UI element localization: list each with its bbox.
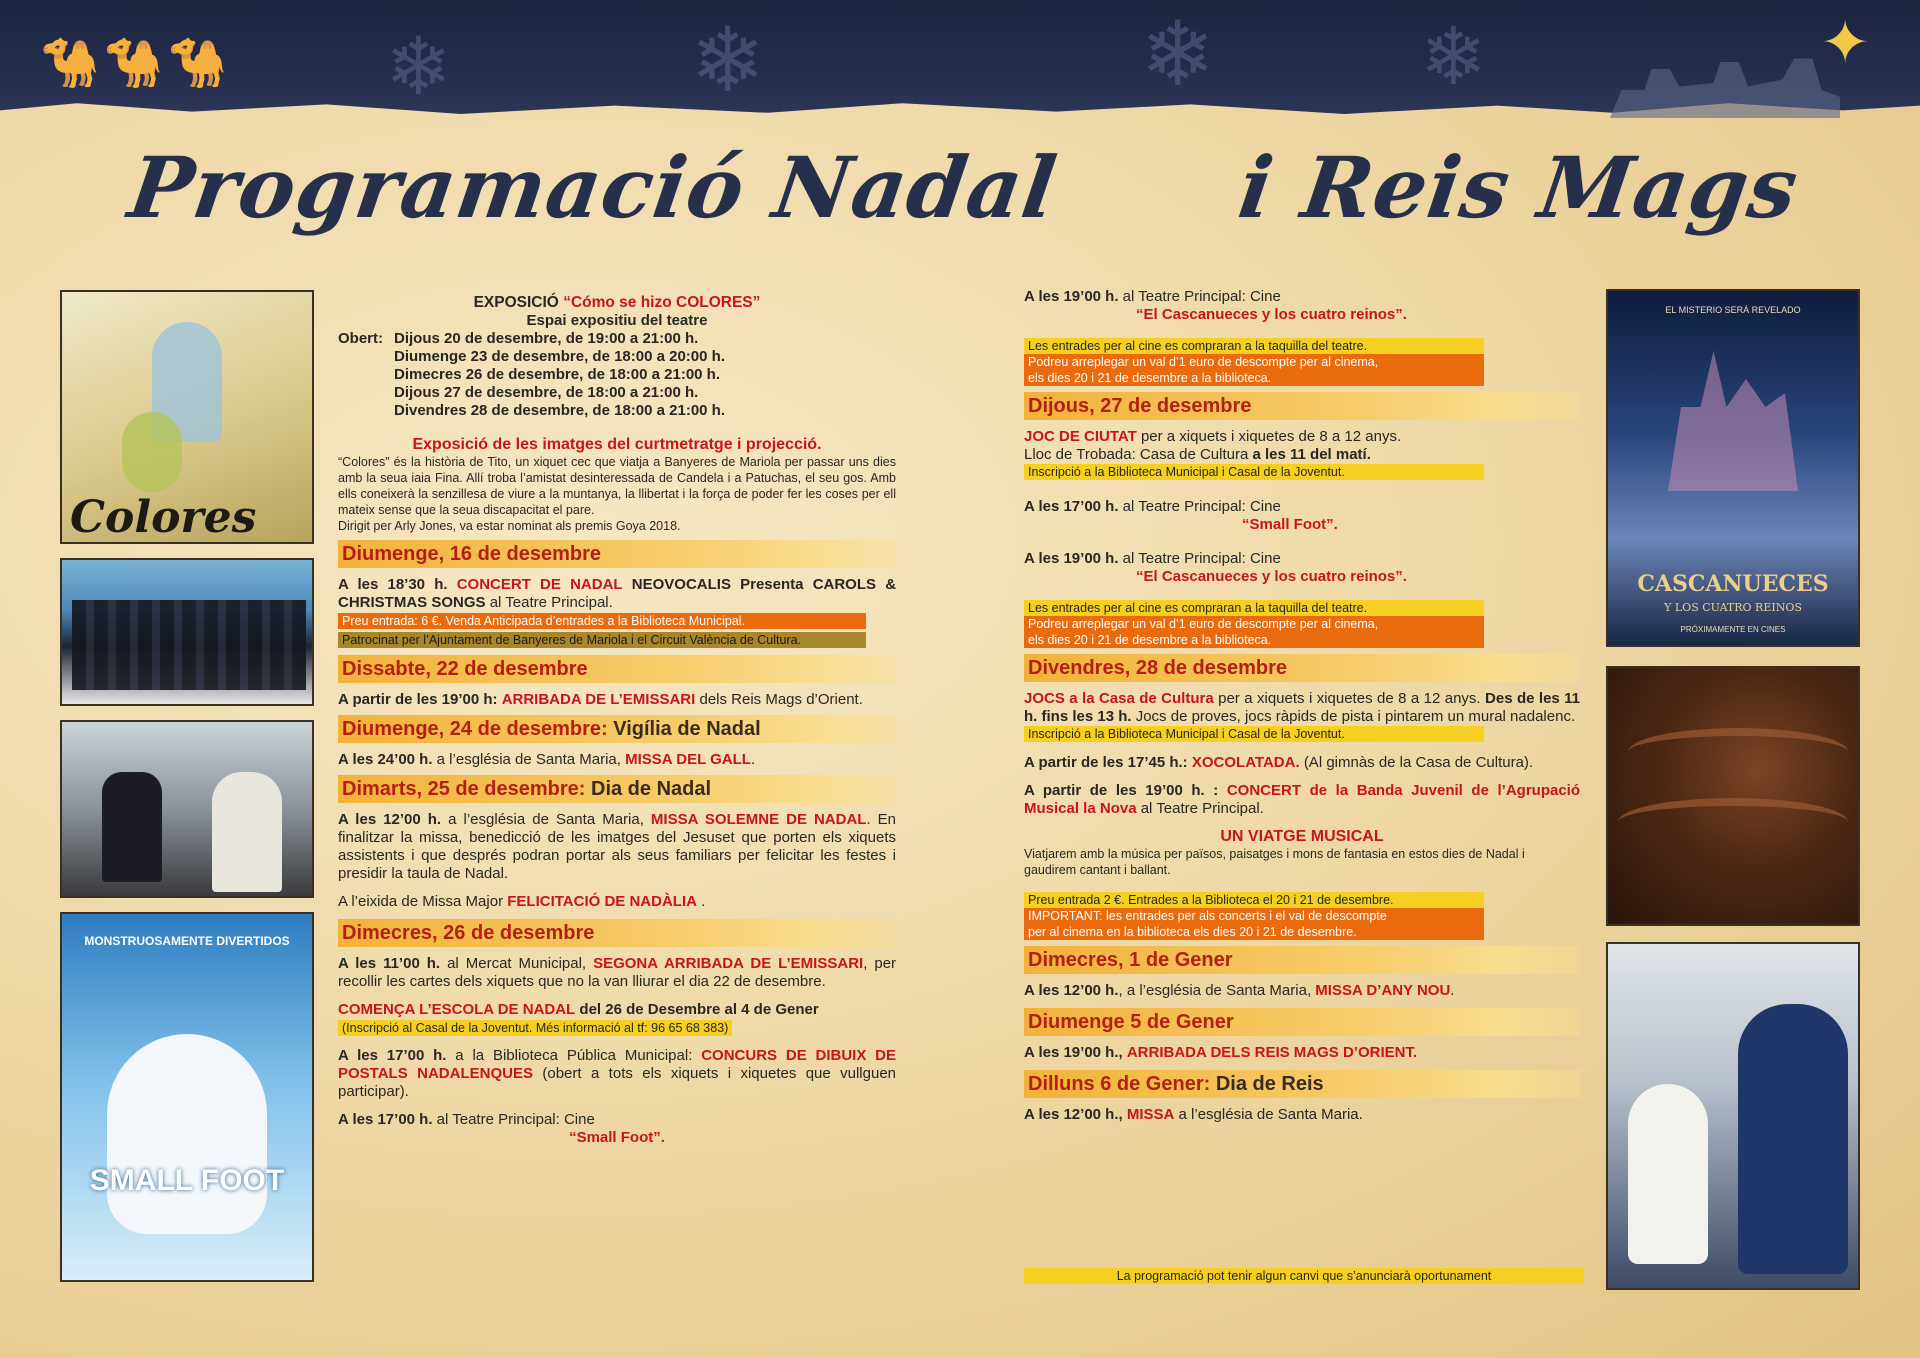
left-column (338, 294, 896, 1147)
emissari-photo (60, 720, 314, 898)
colores-poster (60, 290, 314, 544)
cascanueces-poster (1606, 289, 1860, 647)
expo-date: Dijous 20 de desembre, de 19:00 a 21:00 h. (394, 330, 699, 347)
d28-note-2: Preu entrada 2 €. Entrades a la Biblioteca el 20 i 21 de desembre. (1024, 892, 1484, 908)
d22-time: A partir de les 19’00 h: (338, 691, 498, 708)
expo-date: Dijous 27 de desembre, de 18:00 a 21:00 h. (394, 384, 699, 401)
top-film: “El Cascanueces y los cuatro reinos”. (1136, 306, 1407, 323)
d27-event: JOC DE CIUTAT (1024, 428, 1137, 445)
camel-icon: 🐪🐪🐪 (40, 35, 232, 91)
cascanueces-footer: PRÓXIMAMENTE EN CINES (1680, 625, 1786, 634)
expo-place: Espai expositiu del teatre (526, 312, 708, 329)
cascanueces-title: CASCANUECES (1637, 571, 1829, 597)
d28-desc-2: Jocs de proves, jocs ràpids de pista i pintarem un mural nadalenc. (1135, 708, 1576, 725)
d27-desc: per a xiquets i xiquetes de 8 a 12 anys. (1140, 428, 1402, 445)
d22-desc: dels Reis Mags d’Orient. (699, 691, 863, 708)
d25-heading: Dimarts, 25 de desembre: (342, 778, 586, 800)
heading-diumenge-24 (338, 715, 896, 743)
cascanueces-tagline: EL MISTERIO SERÁ REVELADO (1665, 305, 1801, 315)
d28-note-3: IMPORTANT: les entrades per als concerts i el val de descompte (1024, 908, 1484, 924)
d26-film: “Small Foot”. (569, 1129, 665, 1146)
top-note-1: Les entrades per al cine es compraran a la taquilla del teatre. (1024, 338, 1484, 354)
d26-place: al Mercat Municipal, (447, 955, 587, 972)
d26-place-3: al Teatre Principal: Cine (436, 1111, 595, 1128)
top-time: A les 19’00 h. (1024, 288, 1119, 305)
nativity-photo (1606, 942, 1860, 1290)
g6-event: MISSA (1126, 1106, 1175, 1123)
snowflake-icon: ❄ (1420, 10, 1488, 103)
snowflake-icon: ❄ (385, 20, 453, 113)
d27-meeting-time: a les 11 del matí. (1252, 446, 1371, 463)
d27-film-1: “Small Foot”. (1242, 516, 1338, 533)
d22-event: ARRIBADA DE L’EMISSARI (501, 691, 696, 708)
d28-event-3: CONCERT de la Banda Juvenil de l’Agrupació Musical la Nova (1024, 782, 1580, 817)
g6-place: a l’església de Santa Maria. (1178, 1106, 1363, 1123)
d28-subtitle: UN VIATGE MUSICAL (1220, 828, 1384, 845)
d26-desc: , per recollir les cartes dels xiquets que no la van lliurar el dia 22 de desembre. (338, 955, 897, 990)
d16-price-note: Preu entrada: 6 €. Venda Anticipada d’entrades a la Biblioteca Municipal. (338, 613, 866, 629)
expo-name: “Cómo se hizo COLORES” (563, 294, 761, 311)
d26-time: A les 11’00 h. (338, 955, 441, 972)
d27-film-2: “El Cascanueces y los cuatro reinos”. (1136, 568, 1407, 585)
d25-heading-highlight: Dia de Nadal (591, 778, 712, 800)
d16-title: CAROLS & CHRISTMAS SONGS (338, 576, 897, 611)
d28-event: JOCS a la Casa de Cultura (1024, 690, 1214, 707)
d25-period: . (701, 893, 706, 910)
g6-heading-highlight: Dia de Reis (1215, 1073, 1324, 1095)
smallfoot-tagline: MONSTRUOSAMENTE DIVERTIDOS (84, 934, 290, 948)
title-left: Programació Nadal (123, 138, 1063, 237)
d27-time-2: A les 17’00 h. (1024, 498, 1119, 515)
d26-event: SEGONA ARRIBADA DE L’EMISSARI (593, 955, 864, 972)
snowflake-icon: ❄ (690, 8, 766, 113)
snowflake-icon: ❄ (1140, 2, 1216, 107)
d27-place-3: al Teatre Principal: Cine (1122, 550, 1281, 567)
d26-event-2: COMENÇA L’ESCOLA DE NADAL (338, 1001, 576, 1018)
footer-note: La programació pot tenir algun canvi que s’anunciarà oportunament (1024, 1268, 1584, 1284)
d27-note-2: Les entrades per al cine es compraran a la taquilla del teatre. (1024, 600, 1484, 616)
expo-date: Divendres 28 de desembre, de 18:00 a 21:00 h. (394, 402, 726, 419)
d16-place: al Teatre Principal. (489, 594, 613, 611)
top-note-2: Podreu arreplegar un val d’1 euro de descompte per al cinema, (1024, 354, 1484, 370)
d26-note: (Inscripció al Casal de la Joventut. Més informació al tf: 96 65 68 383) (338, 1020, 732, 1036)
d26-dates: del 26 de Desembre al 4 de Gener (579, 1001, 819, 1018)
g6-heading: Dilluns 6 de Gener: (1028, 1073, 1211, 1095)
g1-period: . (1450, 982, 1455, 999)
g5-time: A les 19’00 h., (1024, 1044, 1123, 1061)
d28-note-4: per al cinema en la biblioteca els dies 20 i 21 de desembre. (1024, 924, 1484, 940)
smallfoot-poster (60, 912, 314, 1282)
smallfoot-title: SMALL FOOT (89, 1164, 285, 1197)
heading-dissabte-22: Dissabte, 22 de desembre (338, 655, 896, 683)
star-icon: ✦ (1820, 8, 1871, 78)
expo-director: Dirigit per Arly Jones, va estar nominat als premis Goya 2018. (338, 519, 681, 533)
cascanueces-subtitle: Y LOS CUATRO REINOS (1664, 601, 1802, 614)
title-right: i Reis Mags (1233, 138, 1805, 237)
d27-meeting: Lloc de Trobada: Casa de Cultura (1024, 446, 1249, 463)
heading-diumenge-5: Diumenge 5 de Gener (1024, 1008, 1580, 1036)
heading-dimarts-25 (338, 775, 896, 803)
top-note-3: els dies 20 i 21 de desembre a la biblioteca. (1024, 370, 1484, 386)
g1-event: MISSA D’ANY NOU (1315, 982, 1451, 999)
d28-place-2: (Al gimnàs de la Casa de Cultura). (1303, 754, 1534, 771)
heading-dijous-27: Dijous, 27 de desembre (1024, 392, 1580, 420)
d25-after: A l’eixida de Missa Major (338, 893, 504, 910)
choir-photo (60, 558, 314, 706)
d25-desc: . En finalitzar la missa, benedicció de les imatges del Jesuset que porten els xiquets assistents i que després podran portar als seus familiars per felicitar les festes i presidir la taula de Nadal. (338, 811, 897, 882)
top-place: al Teatre Principal: Cine (1122, 288, 1281, 305)
colores-caption: Colores (70, 492, 257, 543)
d26-desc-2: (obert a tots els xiquets i xiquetes que vullguen participar). (338, 1065, 897, 1100)
expo-description: “Colores” és la història de Tito, un xiquet cec que viatja a Banyeres de Mariola per passar uns dies amb la seua iaia Fina. Allí troba l’amistat desinteressada de Candela i a Patuchas, el seu gos. Amb ells coneixerà la senzillesa de viure a la muntanya, la llibertat i la força de poder fer les coses per ell mateix sense que la seua discapacitat el pare. (338, 455, 896, 517)
d24-event: MISSA DEL GALL (625, 751, 751, 768)
d28-time-3: A partir de les 19’00 h. : (1024, 782, 1219, 799)
d28-time-2: A partir de les 17’45 h.: (1024, 754, 1188, 771)
d28-event-2: XOCOLATADA. (1191, 754, 1300, 771)
d26-place-2: a la Biblioteca Pública Municipal: (455, 1047, 693, 1064)
g1-time: A les 12’00 h. (1024, 982, 1119, 999)
d28-hours: Des de les 11 h. fins les 13 h. (1024, 690, 1581, 725)
d16-time: A les 18’30 h. (338, 576, 448, 593)
right-column (1024, 288, 1580, 1124)
expo-label: EXPOSICIÓ (473, 294, 559, 311)
d25-place: a l’església de Santa Maria, (448, 811, 644, 828)
g6-time: A les 12’00 h., (1024, 1106, 1123, 1123)
d16-event: CONCERT DE NADAL (456, 576, 623, 593)
d24-place: a l’església de Santa Maria, (436, 751, 621, 768)
d16-presenter: NEOVOCALIS Presenta (631, 576, 804, 593)
d16-sponsor-note: Patrocinat per l’Ajuntament de Banyeres de Mariola i el Circuit València de Cultura. (338, 632, 866, 648)
d28-note: Inscripció a la Biblioteca Municipal i Casal de la Joventut. (1024, 726, 1484, 742)
heading-dimecres-26: Dimecres, 26 de desembre (338, 919, 896, 947)
chocolate-photo (1606, 666, 1860, 926)
d25-event: MISSA SOLEMNE DE NADAL (650, 811, 867, 828)
d25-event-2: FELICITACIÓ DE NADÀLIA (507, 893, 697, 910)
d24-period: . (750, 751, 756, 768)
g5-event: ARRIBADA DELS REIS MAGS D’ORIENT. (1126, 1044, 1418, 1061)
heading-dimecres-1: Dimecres, 1 de Gener (1024, 946, 1580, 974)
d24-time: A les 24’00 h. (338, 751, 433, 768)
d27-note: Inscripció a la Biblioteca Municipal i Casal de la Joventut. (1024, 464, 1484, 480)
heading-dilluns-6 (1024, 1070, 1580, 1098)
d28-desc: per a xiquets i xiquetes de 8 a 12 anys. (1218, 690, 1481, 707)
d27-note-3: Podreu arreplegar un val d’1 euro de descompte per al cinema, (1024, 616, 1484, 632)
d27-place-2: al Teatre Principal: Cine (1122, 498, 1281, 515)
d24-heading: Diumenge, 24 de desembre: (342, 718, 608, 740)
expo-open-label: Obert: (338, 330, 383, 347)
expo-date: Dimecres 26 de desembre, de 18:00 a 21:00 h. (394, 366, 721, 383)
d26-event-3: CONCURS DE DIBUIX DE POSTALS NADALENQUES (338, 1047, 897, 1082)
d25-time: A les 12’00 h. (338, 811, 442, 828)
expo-date: Diumenge 23 de desembre, de 18:00 a 20:00 h. (394, 348, 725, 365)
expo-subtitle: Exposició de les imatges del curtmetratge i projecció. (412, 436, 822, 453)
heading-diumenge-16: Diumenge, 16 de desembre (338, 540, 896, 568)
d27-time-3: A les 19’00 h. (1024, 550, 1119, 567)
g1-place: , a l’església de Santa Maria, (1118, 982, 1312, 999)
d28-place-3: al Teatre Principal. (1140, 800, 1264, 817)
d28-description: Viatjarem amb la música per països, paisatges i mons de fantasia en estos dies de Nadal i gaudirem cantant i ballant. (1024, 847, 1525, 877)
d24-heading-highlight: Vigília de Nadal (613, 718, 761, 740)
d27-note-4: els dies 20 i 21 de desembre a la biblioteca. (1024, 632, 1484, 648)
d26-time-3: A les 17’00 h. (338, 1111, 433, 1128)
d26-time-2: A les 17’00 h. (338, 1047, 447, 1064)
heading-divendres-28: Divendres, 28 de desembre (1024, 654, 1580, 682)
